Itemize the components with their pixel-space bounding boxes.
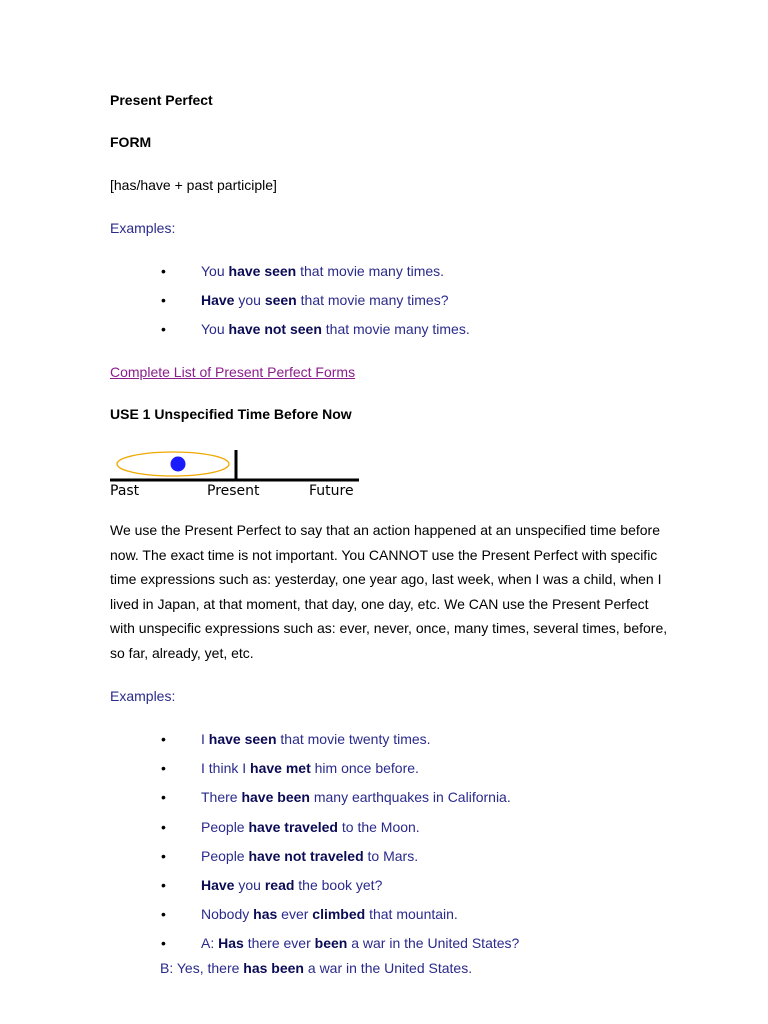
verb-phrase: have not traveled — [248, 847, 364, 864]
future-label: Future — [309, 483, 354, 499]
bullet-icon: • — [161, 935, 166, 952]
timeline-diagram — [110, 446, 370, 500]
text-run: to the Moon. — [337, 818, 420, 835]
example-item — [110, 819, 519, 848]
form-heading: FORM — [110, 134, 152, 150]
bullet-icon: • — [161, 818, 166, 835]
page-title: Present Perfect — [110, 92, 213, 108]
verb-phrase: have traveled — [248, 818, 338, 835]
text-run: the book yet? — [294, 876, 383, 893]
text-run: You — [201, 263, 229, 279]
verb-phrase: Have — [201, 292, 235, 309]
bullet-icon: • — [161, 789, 166, 806]
text-run: A: — [201, 935, 219, 952]
text-run: You — [201, 321, 229, 338]
text-run: many earthquakes in California. — [309, 789, 511, 806]
text-run: Nobody — [201, 906, 254, 923]
text-run: that movie many times. — [321, 321, 470, 338]
text-run: him once before. — [310, 760, 419, 777]
verb-phrase: Have — [201, 876, 235, 893]
example-item — [110, 848, 519, 877]
text-run: a war in the United States? — [347, 935, 520, 952]
verb-phrase: been — [314, 935, 348, 952]
verb-phrase: climbed — [312, 906, 366, 923]
example-continuation — [160, 960, 472, 976]
forms-list-link[interactable]: Complete List of Present Perfect Forms — [110, 364, 356, 380]
text-run: There — [201, 789, 242, 806]
text-run: that movie many times. — [296, 263, 445, 279]
use1-heading: USE 1 Unspecified Time Before Now — [110, 406, 352, 422]
form-formula: [has/have + past participle] — [110, 177, 277, 193]
verb-phrase: have not seen — [228, 321, 322, 338]
example-item — [110, 877, 519, 906]
verb-phrase: seen — [264, 292, 297, 309]
verb-phrase: have seen — [208, 731, 277, 747]
verb-phrase: have seen — [228, 263, 297, 279]
text-run: I think I — [201, 760, 251, 777]
example-item — [110, 760, 519, 789]
text-run: to Mars. — [363, 847, 419, 864]
example-item — [110, 789, 519, 818]
text-run: there ever — [243, 935, 315, 952]
text-run: that mountain. — [365, 906, 458, 923]
text-run: B: Yes, there — [160, 960, 244, 976]
text-run: ever — [277, 906, 313, 923]
examples-label: Examples: — [110, 688, 176, 704]
text-run: that movie twenty times. — [276, 731, 431, 747]
text-run: People — [201, 847, 249, 864]
bullet-icon: • — [161, 263, 166, 279]
present-label: Present — [207, 483, 260, 499]
examples-list-2 — [110, 731, 519, 965]
examples-list-1 — [110, 263, 470, 351]
bullet-icon: • — [161, 321, 166, 338]
text-run: a war in the United States. — [304, 960, 473, 976]
text-run: that movie many times? — [296, 292, 449, 309]
use1-paragraph: We use the Present Perfect to say that an action happened at an unspecified time before now. The exact time is not important. You CANNOT use the Present Perfect with specific time expressions such as: yesterday, one year ago, last week, when I was a child, when I lived in Japan, at that moment, that day, one day, etc. We CAN use the Present Perfect with unspecific expressions such as: ever, never, once, many times, several times, before, so far, already, yet, etc. — [110, 522, 668, 661]
bullet-icon: • — [161, 847, 166, 864]
example-item — [110, 263, 470, 292]
past-label: Past — [110, 483, 140, 499]
text-run: I — [201, 731, 209, 747]
example-item — [110, 731, 519, 760]
bullet-icon: • — [161, 731, 166, 747]
example-item — [110, 292, 470, 321]
verb-phrase: has — [253, 906, 278, 923]
bullet-icon: • — [161, 760, 166, 777]
example-item — [110, 321, 470, 350]
verb-phrase: have met — [250, 760, 311, 777]
examples-label: Examples: — [110, 220, 176, 236]
text-run: People — [201, 818, 249, 835]
verb-phrase: Has — [218, 935, 244, 952]
verb-phrase: have been — [241, 789, 310, 806]
example-item — [110, 906, 519, 935]
verb-phrase: read — [264, 876, 295, 893]
action-dot — [171, 457, 186, 472]
bullet-icon: • — [161, 906, 166, 923]
bullet-icon: • — [161, 292, 166, 309]
bullet-icon: • — [161, 876, 166, 893]
text-run: you — [234, 876, 265, 893]
verb-phrase: has been — [243, 960, 304, 976]
text-run: you — [234, 292, 265, 309]
